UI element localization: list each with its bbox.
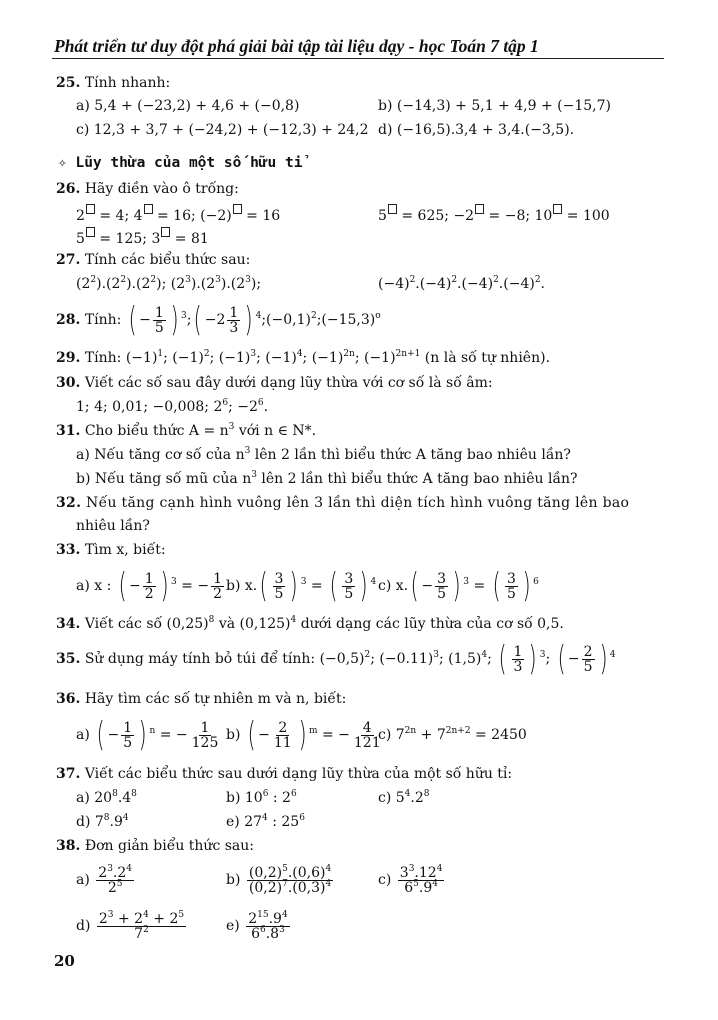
problem-27-right: $(-4)^2.(-4)^2.(-4)^2.(-4)^2$.: [378, 275, 545, 292]
problem-25-a: a) 5,4 + (−23,2) + 4,6 + (−0,8): [76, 98, 300, 114]
problem-26-row1-right: 5 = 625; −2 = −8; 10 = 100: [378, 204, 610, 225]
problem-33-c: c) x. ( − $\frac{3}{5}$ ) $^3$ = ( $\frac{3}{5}$ ) $^6$: [378, 566, 539, 606]
problem-31-a: a) Nếu tăng cơ số của $n^3$ lên 2 lần thì biểu thức A tăng bao nhiêu lần?: [76, 446, 571, 463]
problem-37-d: d) $7^8.9^4$: [76, 813, 129, 830]
header-rule: [52, 58, 664, 59]
problem-36-c: c) $7^{2n} + 7^{2n+2} = 2450$: [378, 726, 527, 743]
problem-26-row2: 5 = 125; 3 = 81: [76, 227, 209, 248]
problem-38-d: d) $\frac{2^3 + 2^4 + 2^5}{7^2}$: [76, 909, 185, 942]
problem-36-b: b) ( − $\frac{2}{11}$ ) $^m$ = − $\frac{4}{121}$: [226, 715, 381, 755]
problem-26-row1-left: 2 = 4; 4 = 16; (−2) = 16: [76, 204, 280, 225]
problem-37-a: a) $20^8.4^8$: [76, 789, 137, 806]
problem-30: 30. Viết các số sau đây dưới dạng lũy thừa với cơ số là số âm:: [56, 375, 493, 391]
problem-28: 28. Tính: ( − $\frac{1}{5}$ ) $^3$; ( −2 $\frac{1}{3}$ ) $^4;(-0,1)^2;(-15,3)^o$: [56, 300, 381, 340]
problem-27-left: $(2^2).(2^2).(2^2)$; $(2^3).(2^3).(2^3)$;: [76, 275, 262, 292]
problem-37: 37. Viết các biểu thức sau dưới dạng lũy thừa của một số hữu tỉ:: [56, 766, 513, 782]
problem-33-b: b) x. ( $\frac{3}{5}$ ) $^3$ = ( $\frac{3}{5}$ ) $^4$: [226, 566, 377, 606]
page-header-title: Phát triển tư duy đột phá giải bài tập tài liệu dạy - học Toán 7 tập 1: [54, 36, 539, 56]
problem-38-a: a) $\frac{2^3.2^4}{2^5}$: [76, 863, 133, 896]
problem-38: 38. Đơn giản biểu thức sau:: [56, 838, 254, 854]
problem-31-b: b) Nếu tăng số mũ của $n^3$ lên 2 lần thì biểu thức A tăng bao nhiêu lần?: [76, 470, 578, 487]
section-heading: ✧ Lũy thừa của một số hữu tỉ: [58, 155, 303, 171]
problem-37-e: e) $27^4$ : $25^6$: [226, 813, 305, 830]
problem-31: 31. Cho biểu thức $A = n^3$ với n ∈ N*.: [56, 422, 317, 439]
problem-36-a: a) ( − $\frac{1}{5}$ ) $^n$ = − $\frac{1}{125}$: [76, 715, 219, 755]
problem-35: 35. Sử dụng máy tính bỏ túi để tính: $(-0,5)^2$; $(-0.11)^3$; $(1,5)^4$; ( $\frac{1}{3}$ ) $^3$; ( − $\frac{2}{5}$ ) $^4$: [56, 639, 616, 679]
problem-33-a: a) x : ( − $\frac{1}{2}$ ) $^3$ = − $\frac{1}{2}$: [76, 566, 222, 606]
page-number: 20: [54, 952, 75, 970]
problem-25: 25. Tính nhanh:: [56, 75, 171, 91]
problem-25-c: c) 12,3 + 3,7 + (−24,2) + (−12,3) + 24,2: [76, 122, 369, 138]
problem-29: 29. Tính: $(-1)^1$; $(-1)^2$; $(-1)^3$; $(-1)^4$; $(-1)^{2n}$; $(-1)^{2n+1}$ (n là số tự nhiên).: [56, 349, 551, 366]
problem-33: 33. Tìm x, biết:: [56, 542, 166, 558]
problem-38-e: e) $\frac{2^{15}.9^4}{6^6.8^3}$: [226, 909, 288, 942]
problem-38-b: b) $\frac{(0,2)^5.(0,6)^4}{(0,2)^7.(0,3)^4}$: [226, 863, 332, 896]
problem-25-d: d) (−16,5).3,4 + 3,4.(−3,5).: [378, 122, 575, 138]
problem-38-c: c) $\frac{3^3.12^4}{6^5.9^4}$: [378, 863, 443, 896]
problem-34: 34. Viết các số $(0,25)^8$ và $(0,125)^4$ dưới dạng các lũy thừa của cơ số 0,5.: [56, 615, 564, 632]
sparkle-icon: ✧: [58, 155, 67, 171]
problem-26: 26. Hãy điền vào ô trống:: [56, 181, 239, 197]
problem-37-c: c) $5^4.2^8$: [378, 789, 430, 806]
problem-32-cont: nhiêu lần?: [76, 518, 150, 534]
problem-30-values: 1; 4; 0,01; −0,008; $2^6$; $-2^6$.: [76, 398, 269, 415]
problem-32: 32. Nếu tăng cạnh hình vuông lên 3 lần thì diện tích hình vuông tăng lên bao: [56, 495, 630, 511]
problem-25-b: b) (−14,3) + 5,1 + 4,9 + (−15,7): [378, 98, 611, 114]
problem-27: 27. Tính các biểu thức sau:: [56, 252, 251, 268]
problem-36: 36. Hãy tìm các số tự nhiên m và n, biết:: [56, 691, 347, 707]
problem-37-b: b) $10^6$ : $2^6$: [226, 789, 297, 806]
